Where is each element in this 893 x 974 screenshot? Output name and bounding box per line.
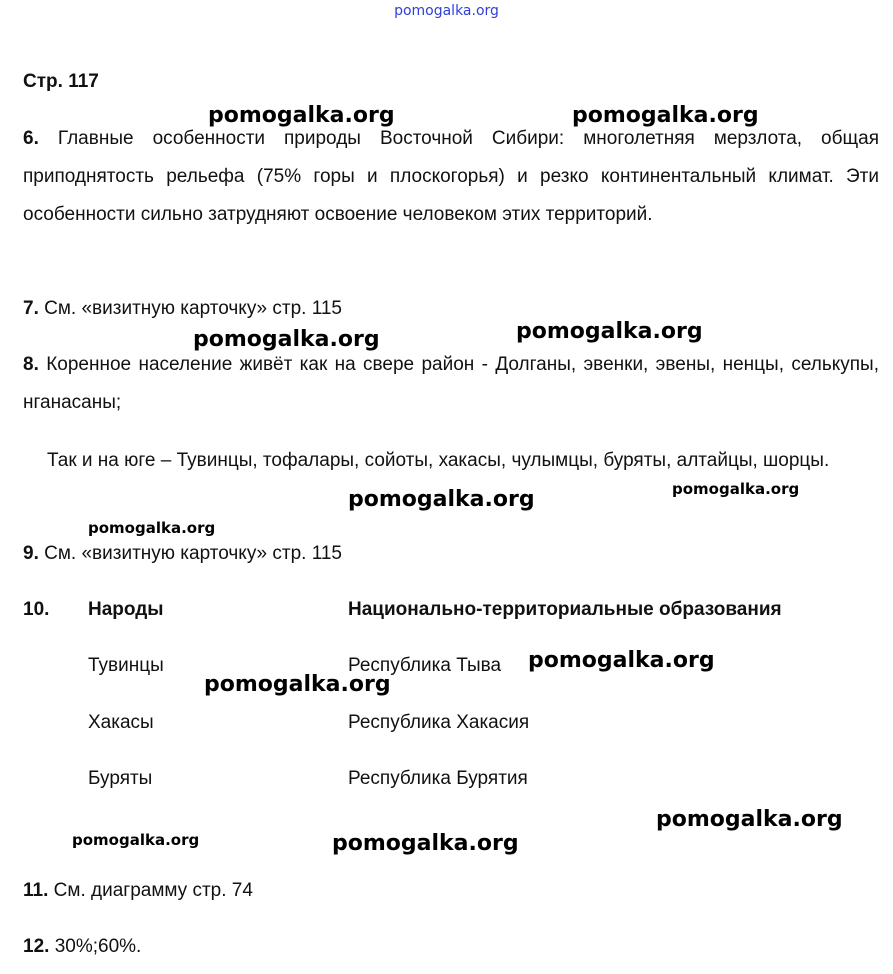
- watermark: pomogalka.org: [672, 480, 800, 498]
- answer-8-continuation: [23, 442, 879, 480]
- table-cell-formation: Республика Хакасия: [348, 712, 530, 733]
- watermark: pomogalka.org: [656, 807, 843, 832]
- table-cell-people: Хакасы: [88, 712, 154, 733]
- answer-number: 9.: [23, 543, 39, 564]
- answer-number: 12.: [23, 936, 50, 957]
- answer-text: См. «визитную карточку» стр. 115: [44, 543, 342, 564]
- table-cell-formation: Республика Тыва: [348, 655, 502, 676]
- answer-number-10: 10.: [23, 599, 50, 620]
- watermark: pomogalka.org: [208, 103, 395, 128]
- answer-number: 11.: [23, 880, 49, 901]
- watermark: pomogalka.org: [572, 103, 759, 128]
- watermark: pomogalka.org: [204, 672, 391, 697]
- answer-12: [23, 936, 141, 958]
- watermark: pomogalka.org: [348, 487, 535, 512]
- top-watermark: pomogalka.org: [394, 3, 499, 19]
- answer-number: 6.: [23, 128, 39, 149]
- table-header-peoples: Народы: [88, 599, 164, 620]
- answer-7: [23, 290, 879, 328]
- answer-text: Коренное население живёт как на свере район - Долганы, эвенки, эвены, ненцы, селькупы, нганасаны;: [23, 354, 879, 413]
- answer-number: 7.: [23, 298, 39, 319]
- watermark: pomogalka.org: [516, 319, 703, 344]
- table-header-formations: Национально-территориальные образования: [348, 599, 782, 620]
- watermark: pomogalka.org: [193, 327, 380, 352]
- table-cell-people: Буряты: [88, 768, 153, 789]
- watermark: pomogalka.org: [332, 831, 519, 856]
- answer-8: [23, 346, 879, 422]
- answer-6: [23, 120, 879, 234]
- answer-9: [23, 535, 879, 573]
- answer-text: Так и на юге – Тувинцы, тофалары, сойоты, хакасы, чулымцы, буряты, алтайцы, шорцы.: [47, 450, 830, 471]
- answer-text: См. «визитную карточку» стр. 115: [44, 298, 342, 319]
- answer-number: 8.: [23, 354, 39, 375]
- watermark: pomogalka.org: [528, 648, 715, 673]
- watermark: pomogalka.org: [72, 831, 200, 849]
- table-cell-people: Тувинцы: [88, 655, 164, 676]
- table-cell-formation: Республика Бурятия: [348, 768, 528, 789]
- answer-text: См. диаграмму стр. 74: [53, 880, 253, 901]
- answer-text: Главные особенности природы Восточной Сибири: многолетняя мерзлота, общая приподнятость рельефа (75% горы и плоскогорья) и резко континентальный климат. Эти особенности сильно затрудняют освоение человеком этих территорий.: [23, 128, 879, 225]
- answer-text: 30%;60%.: [54, 936, 142, 957]
- answer-11: [23, 880, 253, 902]
- page-title: Стр. 117: [23, 71, 99, 92]
- watermark: pomogalka.org: [88, 519, 216, 537]
